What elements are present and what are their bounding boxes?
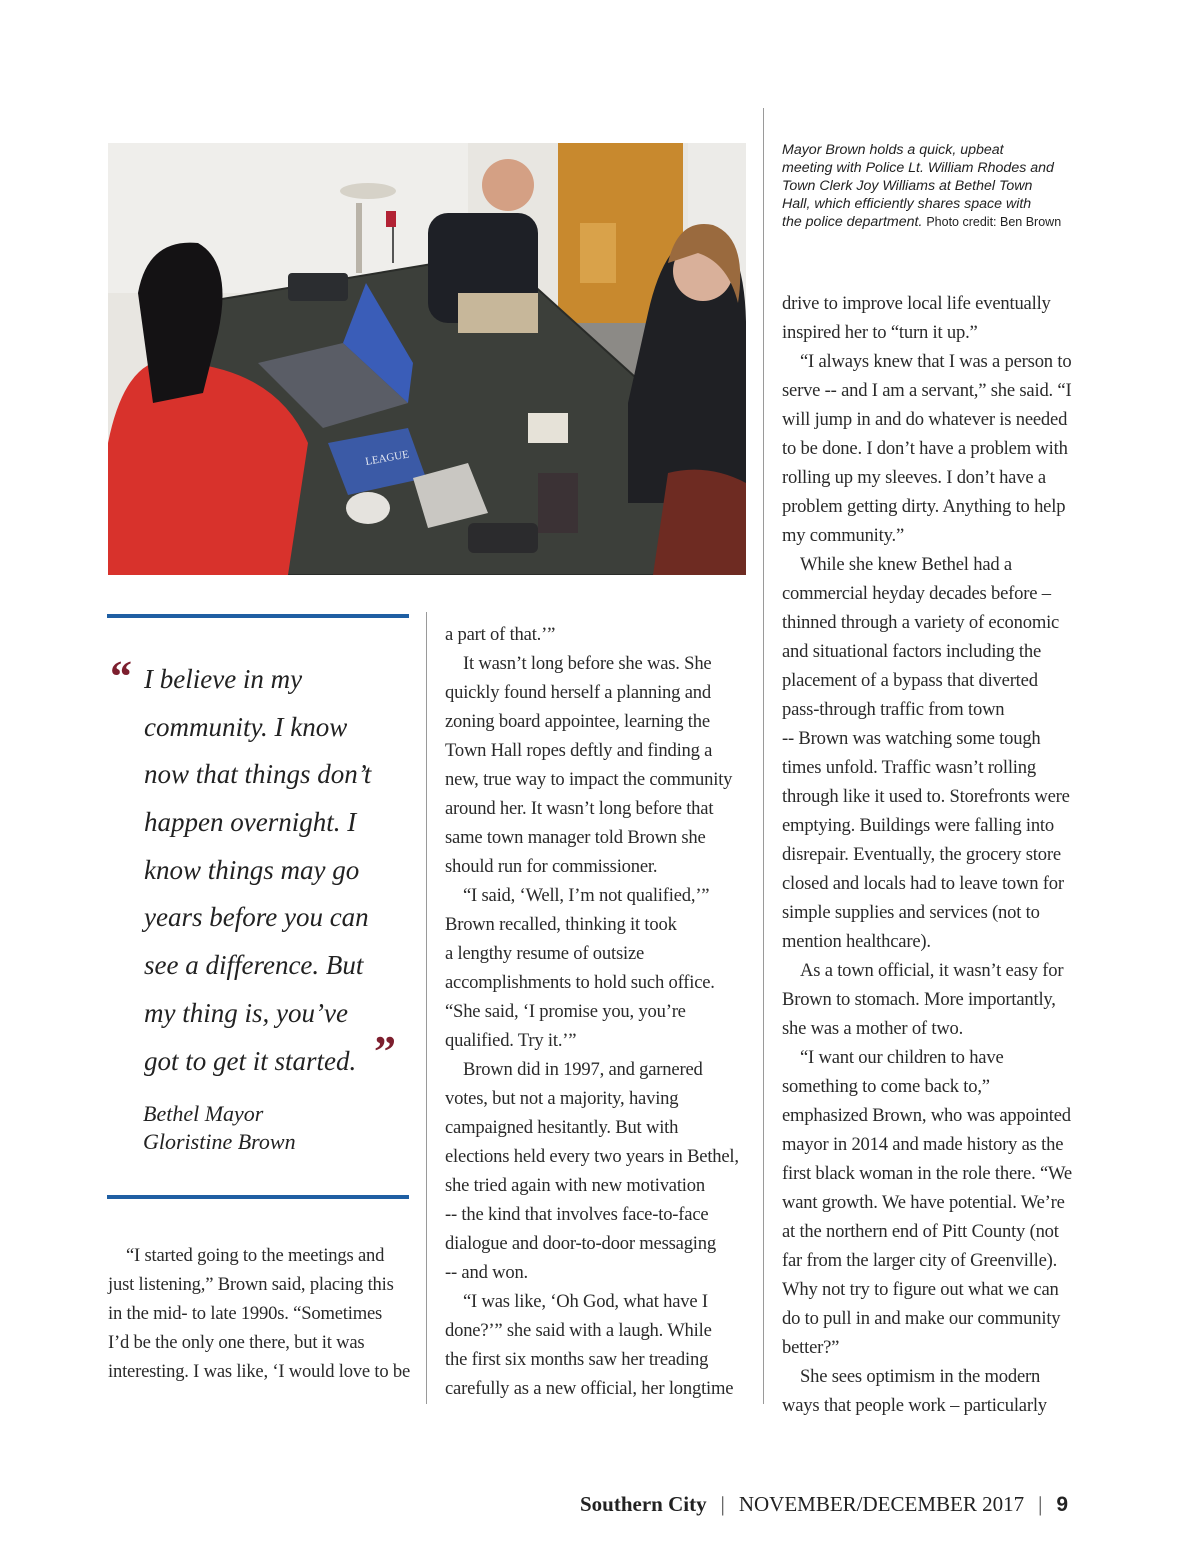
- text-line: a lengthy resume of outsize: [445, 943, 645, 964]
- text-line: something to come back to,”: [782, 1076, 990, 1097]
- text-line: better?”: [782, 1337, 840, 1358]
- text-line: serve -- and I am a servant,” she said. “I: [782, 380, 1072, 401]
- text-line: I’d be the only one there, but it was: [108, 1332, 365, 1353]
- text-line: -- Brown was watching some tough: [782, 728, 1041, 749]
- footer-separator: |: [1038, 1492, 1043, 1516]
- text-line: “I always knew that I was a person to: [800, 351, 1072, 372]
- text-line: qualified. Try it.’”: [445, 1030, 577, 1051]
- body-column-2: [445, 620, 745, 1403]
- caption-line: Hall, which efficiently shares space with: [782, 196, 1032, 212]
- body-column-3: [782, 289, 1082, 1420]
- text-line: same town manager told Brown she: [445, 827, 706, 848]
- pull-quote-line: I believe in my: [144, 664, 303, 694]
- pull-quote: [144, 656, 406, 1085]
- text-line: quickly found herself a planning and: [445, 682, 711, 703]
- text-line: ways that people work – particularly: [782, 1395, 1047, 1416]
- attribution-line: Bethel Mayor: [143, 1101, 264, 1126]
- pull-quote-line: community. I know: [144, 711, 348, 742]
- text-line: Brown did in 1997, and garnered: [463, 1059, 703, 1080]
- text-line: times unfold. Traffic wasn’t rolling: [782, 757, 1036, 778]
- text-line: Town Hall ropes deftly and finding a: [445, 740, 713, 761]
- pull-quote-rule-top: [107, 614, 409, 618]
- text-line: She sees optimism in the modern: [800, 1366, 1041, 1387]
- column-divider-left: [426, 612, 427, 1404]
- text-line: she tried again with new motivation: [445, 1175, 705, 1196]
- text-line: “I was like, ‘Oh God, what have I: [463, 1291, 708, 1312]
- text-line: carefully as a new official, her longtime: [445, 1378, 734, 1399]
- attribution-line: Gloristine Brown: [143, 1129, 296, 1154]
- caption-line-last: [782, 213, 1088, 231]
- text-line: Brown recalled, thinking it took: [445, 914, 677, 935]
- text-line: mayor in 2014 and made history as the: [782, 1134, 1064, 1155]
- text-line: commercial heyday decades before –: [782, 583, 1051, 604]
- photo-caption: [782, 141, 1088, 231]
- text-line: the first six months saw her treading: [445, 1349, 709, 1370]
- text-line: Brown to stomach. More importantly,: [782, 989, 1056, 1010]
- text-line: disrepair. Eventually, the grocery store: [782, 844, 1061, 865]
- text-line: she was a mother of two.: [782, 1018, 964, 1039]
- mousepad-label: LEAGUE: [364, 448, 410, 468]
- text-line: a part of that.’”: [445, 624, 556, 645]
- text-line: pass-through traffic from town: [782, 699, 1005, 720]
- pull-quote-attribution: [143, 1100, 296, 1156]
- text-line: rolling up my sleeves. I don’t have a: [782, 467, 1046, 488]
- text-line: While she knew Bethel had a: [800, 554, 1012, 575]
- issue-date: NOVEMBER/DECEMBER 2017: [738, 1492, 1025, 1516]
- photo-credit: Photo credit: Ben Brown: [926, 215, 1062, 229]
- column-divider-right: [763, 108, 764, 1404]
- text-line: “I want our children to have: [800, 1047, 1004, 1068]
- text-line: through like it used to. Storefronts were: [782, 786, 1070, 807]
- text-line: done?’” she said with a laugh. While: [445, 1320, 712, 1341]
- caption-line: Town Clerk Joy Williams at Bethel Town: [782, 178, 1033, 194]
- text-line: simple supplies and services (not to: [782, 902, 1040, 923]
- text-line: emptying. Buildings were falling into: [782, 815, 1054, 836]
- text-line: just listening,” Brown said, placing this: [108, 1274, 394, 1295]
- text-line: campaigned hesitantly. But with: [445, 1117, 679, 1138]
- open-quote-icon: “: [110, 652, 132, 701]
- text-line: placement of a bypass that diverted: [782, 670, 1038, 691]
- pull-quote-line: now that things don’t: [144, 759, 372, 790]
- text-line: accomplishments to hold such office.: [445, 972, 715, 993]
- text-line: first black woman in the role there. “We: [782, 1163, 1072, 1184]
- text-line: emphasized Brown, who was appointed: [782, 1105, 1071, 1126]
- page-footer: [580, 1492, 1086, 1522]
- caption-line: Mayor Brown holds a quick, upbeat: [782, 142, 1004, 158]
- text-line: It wasn’t long before she was. She: [463, 653, 712, 674]
- text-line: far from the larger city of Greenville).: [782, 1250, 1058, 1271]
- text-line: drive to improve local life eventually: [782, 293, 1051, 314]
- pull-quote-line: years before you can: [144, 902, 369, 933]
- text-line: around her. It wasn’t long before that: [445, 798, 714, 819]
- pull-quote-line: my thing is, you’ve: [144, 997, 348, 1028]
- pull-quote-line: see a difference. But: [144, 950, 364, 981]
- text-line: inspired her to “turn it up.”: [782, 322, 978, 343]
- text-line: dialogue and door-to-door messaging: [445, 1233, 716, 1254]
- text-line: “I started going to the meetings and: [126, 1245, 385, 1266]
- body-column-1: [108, 1241, 412, 1386]
- text-line: do to pull in and make our community: [782, 1308, 1061, 1329]
- text-line: problem getting dirty. Anything to help: [782, 496, 1066, 517]
- text-line: “I said, ‘Well, I’m not qualified,’”: [463, 885, 710, 906]
- pull-quote-rule-bottom: [107, 1195, 409, 1199]
- text-line: votes, but not a majority, having: [445, 1088, 679, 1109]
- text-line: closed and locals had to leave town for: [782, 873, 1064, 894]
- text-line: at the northern end of Pitt County (not: [782, 1221, 1059, 1242]
- text-line: should run for commissioner.: [445, 856, 658, 877]
- text-line: mention healthcare).: [782, 931, 931, 952]
- text-line: -- and won.: [445, 1262, 528, 1283]
- page-number: 9: [1056, 1493, 1068, 1516]
- text-line: zoning board appointee, learning the: [445, 711, 710, 732]
- text-line: Why not try to figure out what we can: [782, 1279, 1059, 1300]
- text-line: want growth. We have potential. We’re: [782, 1192, 1065, 1213]
- text-line: “She said, ‘I promise you, you’re: [445, 1001, 686, 1022]
- caption-line: the police department.: [782, 214, 923, 230]
- text-line: my community.”: [782, 525, 904, 546]
- text-line: As a town official, it wasn’t easy for: [800, 960, 1064, 981]
- text-line: will jump in and do whatever is needed: [782, 409, 1068, 430]
- pull-quote-line: know things may go: [144, 854, 360, 885]
- text-line: to be done. I don’t have a problem with: [782, 438, 1068, 459]
- text-line: -- the kind that involves face-to-face: [445, 1204, 709, 1225]
- text-line: interesting. I was like, ‘I would love to be: [108, 1361, 411, 1382]
- caption-line: meeting with Police Lt. William Rhodes and: [782, 160, 1054, 176]
- pull-quote-line: got to get it started.: [144, 1045, 357, 1076]
- text-line: thinned through a variety of economic: [782, 612, 1060, 633]
- text-line: in the mid- to late 1990s. “Sometimes: [108, 1303, 383, 1324]
- footer-separator: |: [720, 1492, 725, 1516]
- close-quote-icon: ”: [374, 1027, 396, 1076]
- text-line: new, true way to impact the community: [445, 769, 733, 790]
- pull-quote-line: happen overnight. I: [144, 807, 357, 838]
- photo-icon: [108, 143, 746, 575]
- text-line: and situational factors including the: [782, 641, 1042, 662]
- article-photo: [108, 143, 746, 575]
- text-line: elections held every two years in Bethel,: [445, 1146, 739, 1167]
- magazine-name: Southern City: [580, 1492, 707, 1516]
